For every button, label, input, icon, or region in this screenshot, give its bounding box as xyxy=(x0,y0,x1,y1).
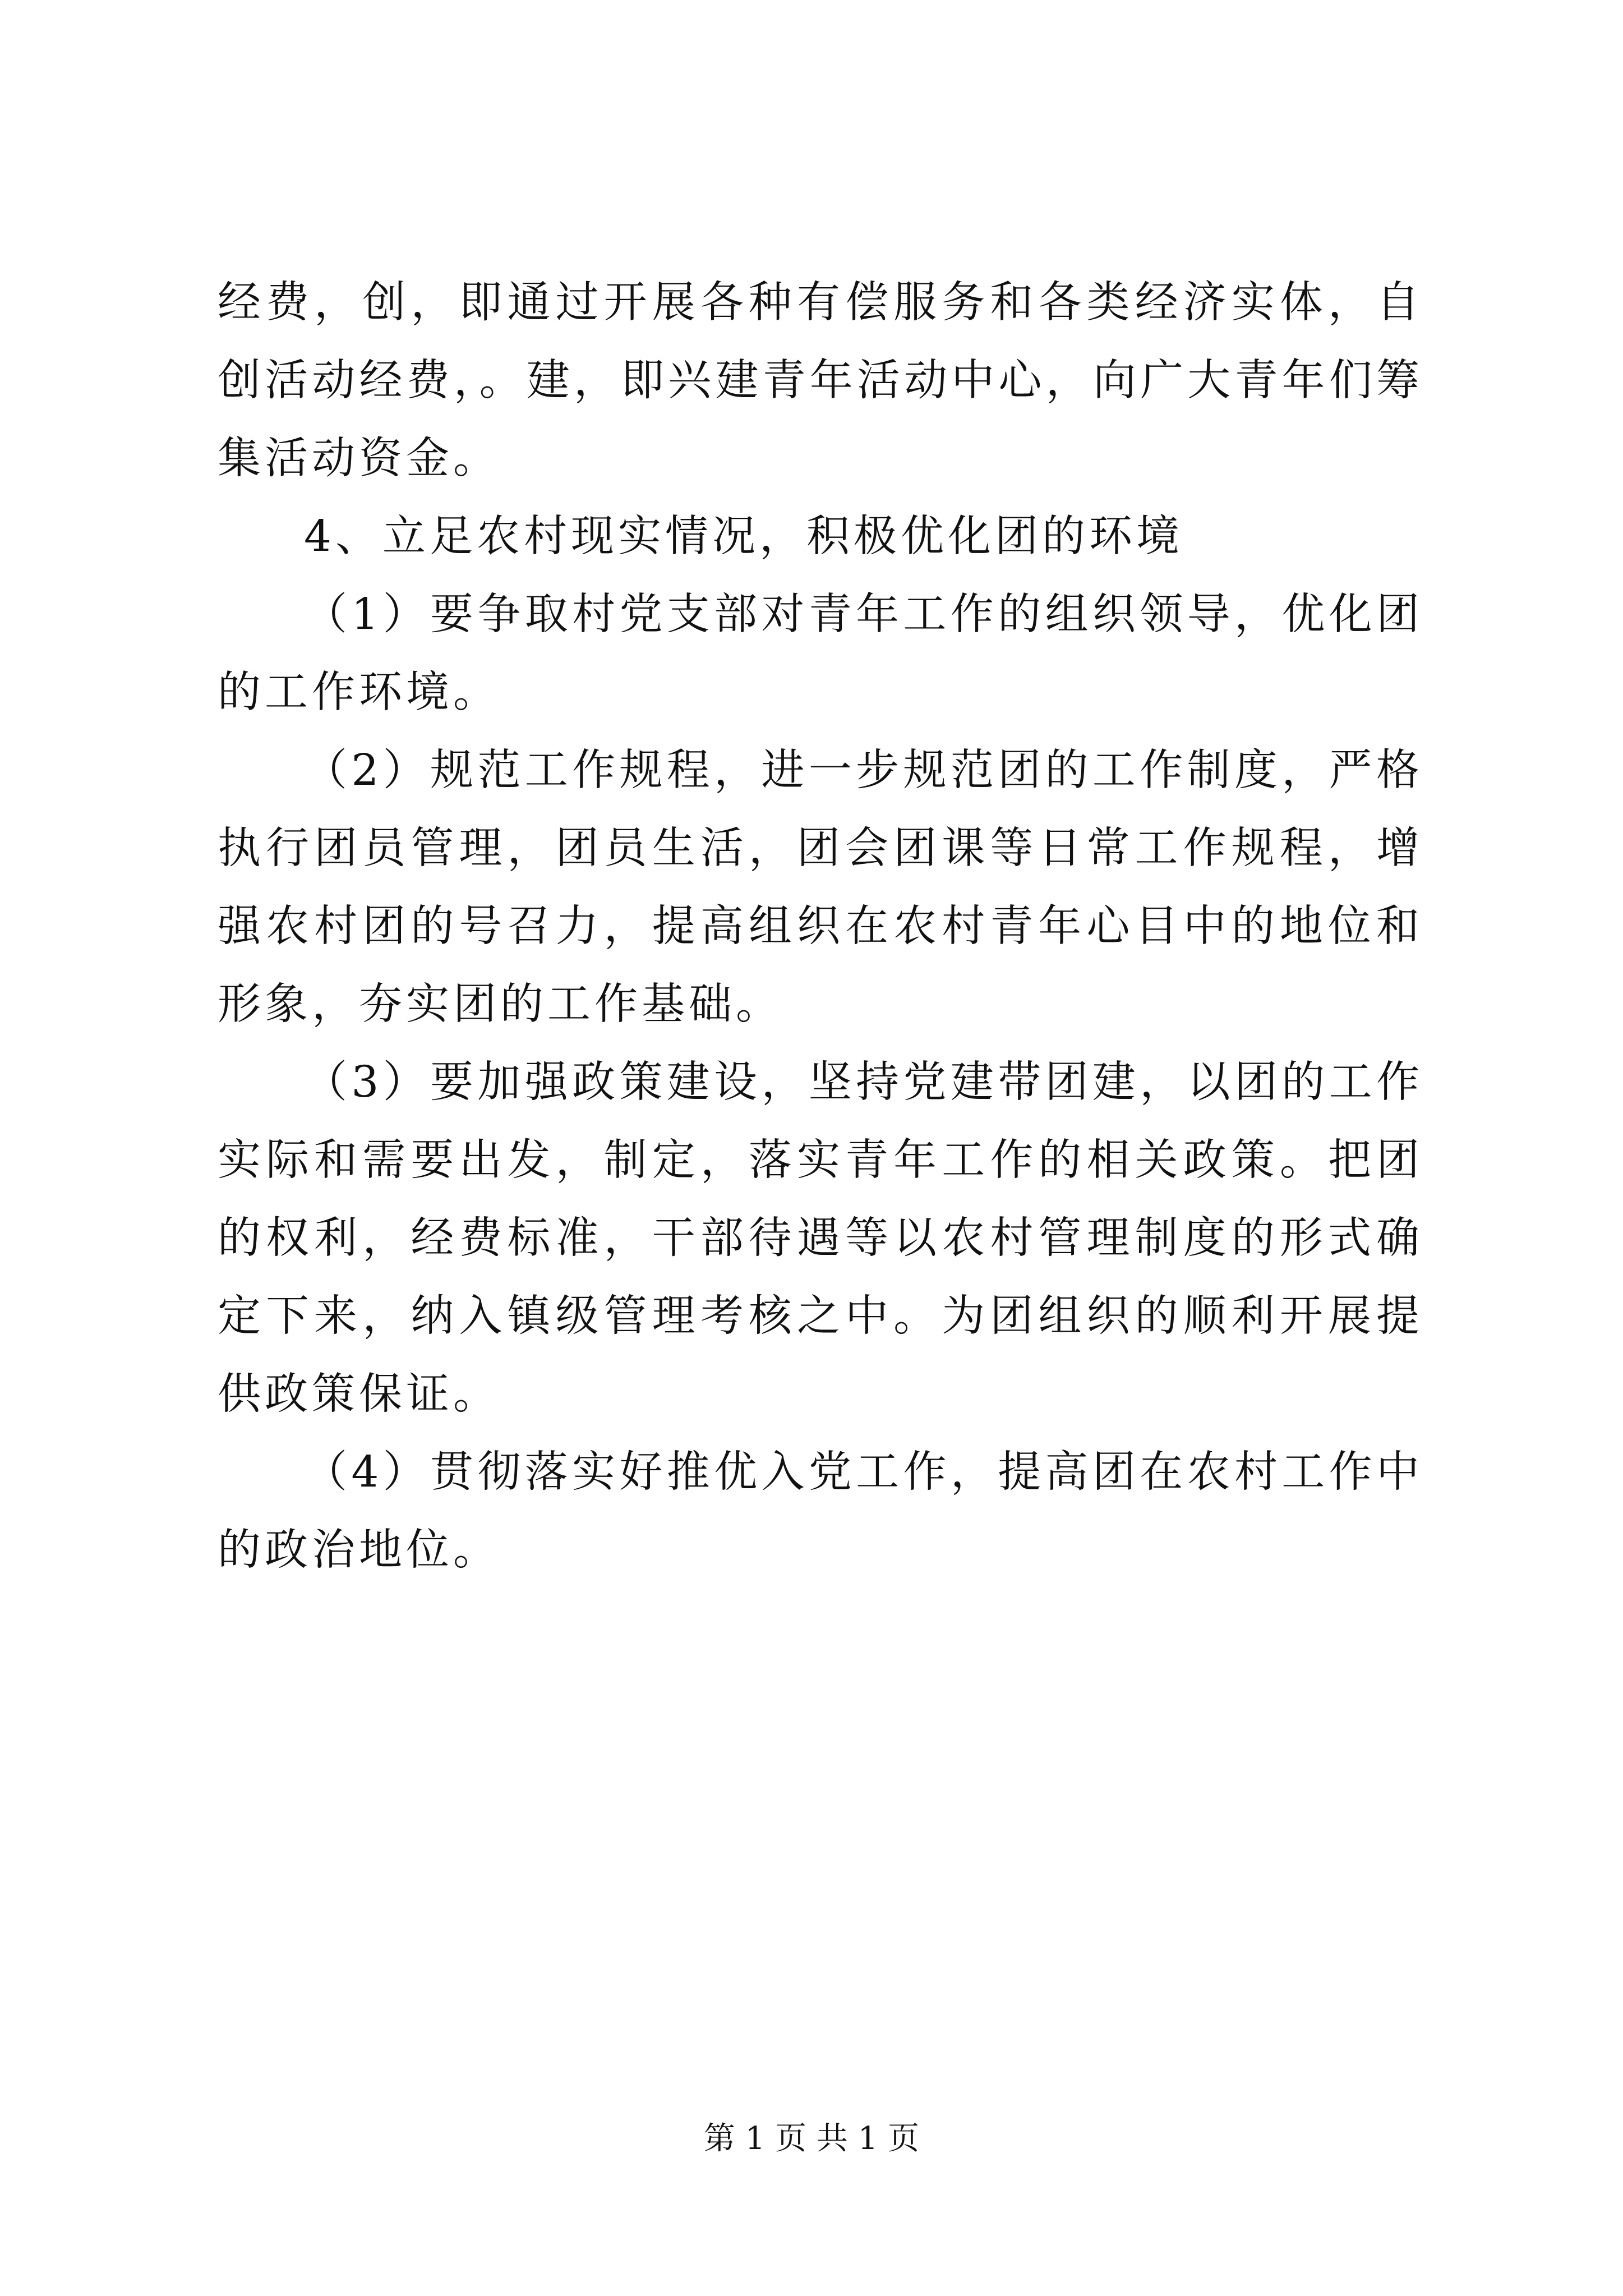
heading-section-4: 4、立足农村现实情况，积极优化团的环境 xyxy=(304,512,1183,562)
paragraph-item-4: （4）贯彻落实好推优入党工作，提高团在农村工作中的政治地位。 xyxy=(218,1447,1423,1575)
document-body xyxy=(218,264,1423,1589)
paragraph-item-3: （3）要加强政策建设，坚持党建带团建，以团的工作实际和需要出发，制定，落实青年工作的相关政策。把团的权利，经费标准，干部待遇等以农村管理制度的形式确定下来，纳入镇级管理考核之中。为团组织的顺利开展提供政策保证。 xyxy=(218,1057,1423,1419)
page-number-footer: 第 1 页 共 1 页 xyxy=(703,2120,920,2157)
paragraph-funding-continuation: 经费，创，即通过开展各种有偿服务和各类经济实体，自创活动经费，。建，即兴建青年活动中心，向广大青年们筹集活动资金。 xyxy=(218,278,1423,484)
paragraph-item-2: （2）规范工作规程，进一步规范团的工作制度，严格执行团员管理，团员生活，团会团课等日常工作规程，增强农村团的号召力，提高组织在农村青年心目中的地位和形象，夯实团的工作基础。 xyxy=(218,746,1423,1029)
paragraph-item-1: （1）要争取村党支部对青年工作的组织领导，优化团的工作环境。 xyxy=(218,590,1423,717)
